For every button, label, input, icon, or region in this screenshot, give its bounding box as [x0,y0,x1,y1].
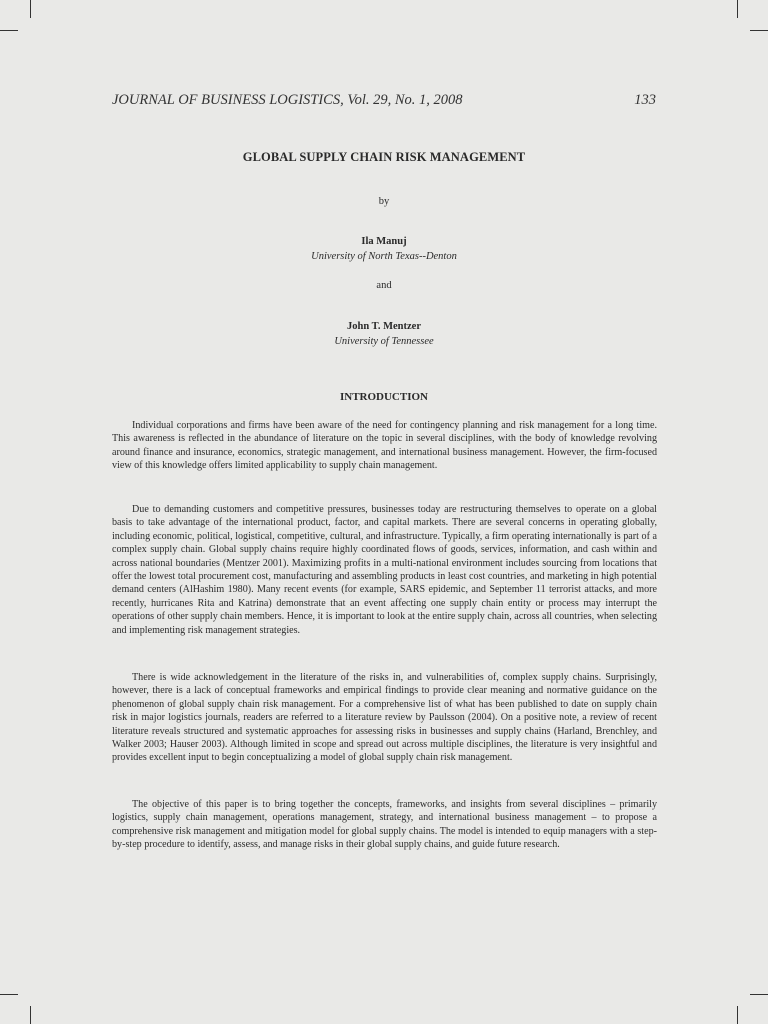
crop-mark-bottom-right-h [750,994,768,995]
author-name-2: John T. Mentzer [347,321,421,332]
crop-mark-top-left-v [30,0,31,18]
paper-title: GLOBAL SUPPLY CHAIN RISK MANAGEMENT [242,150,526,164]
running-header [112,92,656,112]
body-paragraph-3: There is wide acknowledgement in the literature of the risks in, and vulnerabilities of, complex supply chains. Surprisingly, however, there is a lack of conceptual frameworks and empirical findings to provide clear meaning and normative guidance on the phenomenon of global supply chain risk management. For a comprehensive list of what has been published to date on supply chain risk in major logistics journals, readers are referred to a literature review by Paulsson (2004). On a positive note, a review of recent literature reveals structured and systematic approaches for assessing risks in businesses and supply chains (Harland, Brenchley, and Walker 2003; Hauser 2003). Although limited in scope and spread out across multiple disciplines, the literature is very insightful and provides excellent input to begin conceptualizing a model of global supply chain risk management. [112,672,657,764]
crop-mark-top-right-v [737,0,738,18]
and-label: and [376,280,392,291]
crop-mark-top-left-h [0,30,18,31]
section-heading: INTRODUCTION [339,391,428,403]
body-paragraph-4: The objective of this paper is to bring together the concepts, frameworks, and insights from several disciplines – primarily logistics, supply chain management, operations management, strategy, and international business management – to propose a comprehensive risk management and mitigation model for global supply chains. The model is intended to equip managers with a step-by-step procedure to identify, assess, and manage risks in their global supply chains, and guide future research. [112,799,657,851]
crop-mark-top-right-h [750,30,768,31]
author-name-1: Ila Manuj [361,236,407,247]
crop-mark-bottom-left-h [0,994,18,995]
crop-mark-bottom-left-v [30,1006,31,1024]
body-paragraph-2: Due to demanding customers and competitive pressures, businesses today are restructuring themselves to operate on a global basis to take advantage of the international product, factor, and capital markets. There are several concerns in operating globally, including economic, political, logistical, competitive, cultural, and infrastructure. Typically, a firm operating internationally is part of a complex supply chain. Global supply chains require highly coordinated flows of goods, services, information, and cash within and across national boundaries (Mentzer 2001). Maximizing profits in a multi-national environment includes sourcing from locations that offer the lowest total procurement cost, manufacturing and assembling products in least cost countries, and marketing in high potential demand centers (AlHashim 1980). Many recent events (for example, SARS epidemic, and September 11 terrorist attacks, and more recently, hurricanes Rita and Katrina) demonstrate that an event affecting one supply chain entity or process may interrupt the operations of other supply chain members. Hence, it is important to look at the entire supply chain, across all countries, when selecting and implementing risk management strategies. [112,504,657,636]
journal-citation: JOURNAL OF BUSINESS LOGISTICS, Vol. 29, No. 1, 2008 [112,92,463,108]
crop-mark-bottom-right-v [737,1006,738,1024]
page-number: 133 [634,92,656,108]
author-affiliation-1: University of North Texas--Denton [311,251,457,262]
body-paragraph-1: Individual corporations and firms have been aware of the need for contingency planning and risk management for a long time. This awareness is reflected in the abundance of literature on the topic in several disciplines, with the body of knowledge revolving around finance and insurance, economics, strategic management, and international business management. However, the firm-focused view of this knowledge offers limited applicability to supply chain management. [112,420,657,472]
by-label: by [378,196,390,207]
author-affiliation-2: University of Tennessee [334,336,434,347]
